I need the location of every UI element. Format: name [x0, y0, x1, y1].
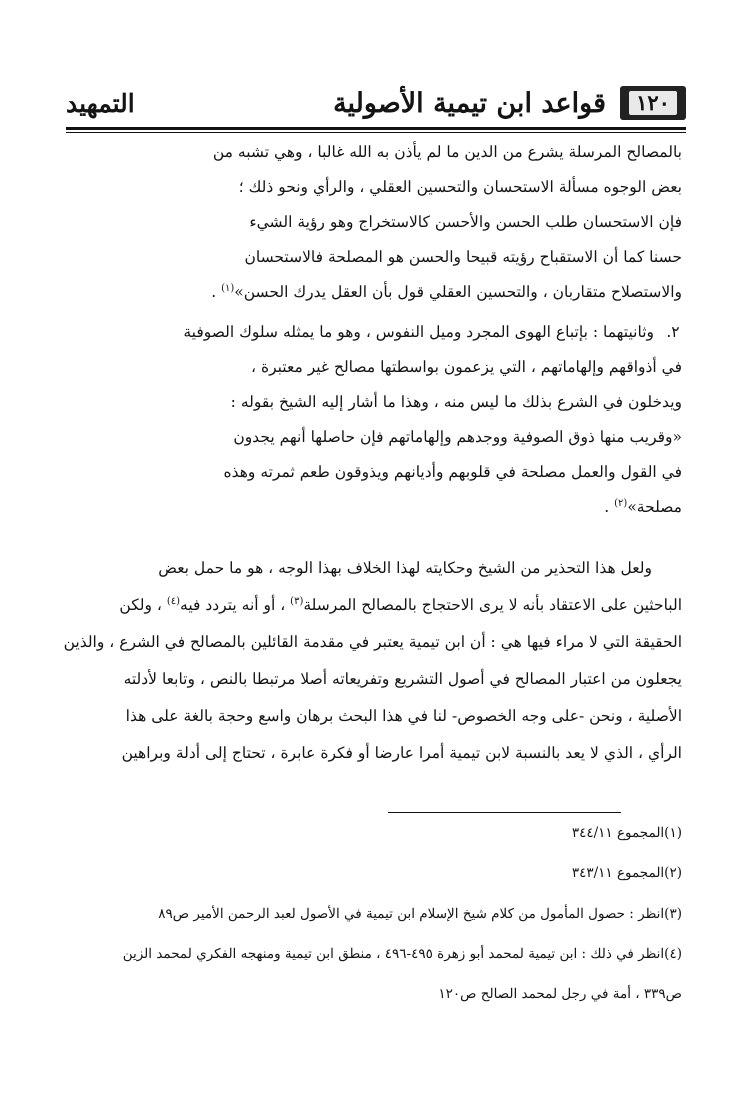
page-number-badge	[620, 86, 686, 120]
text-line: الحقيقة التي لا مراء فيها هي : أن ابن تيمية يعتبر في مقدمة القائلين بالمصالح في الشرع ، والذين	[63, 633, 682, 651]
list-item	[72, 323, 682, 341]
text-line: الباحثين على الاعتقاد بأنه لا يرى الاحتجاج بالمصالح المرسلة$^{(٣)}$ ، أو أنه يتردد فيه$^{(٤)}$ ، ولكن	[119, 596, 682, 615]
text-line: بالمصالح المرسلة يشرع من الدين ما لم يأذن به الله غالبا ، وهي تشبه من	[212, 143, 682, 161]
text-line: يجعلون من اعتبار المصالح في أصول التشريع وتفريعاته أصلا مرتبطا بالنص ، وتابعا لأدلته	[123, 670, 682, 688]
text-line: فإن الاستحسان طلب الحسن والأحسن كالاستخراج وهو رؤية الشيء	[249, 213, 682, 231]
list-number: ٢.	[666, 323, 680, 341]
footnote: (٣)انظر : حصول المأمول من كلام شيخ الإسلام ابن تيمية في الأصول لعبد الرحمن الأمير ص٨٩	[158, 906, 682, 922]
text-line: ولعل هذا التحذير من الشيخ وحكايته لهذا الخلاف بهذا الوجه ، هو ما حمل بعض	[158, 559, 652, 577]
text-line: مصلحة»$^{(٢)}$ .	[604, 498, 682, 517]
footnote: (٤)انظر في ذلك : ابن تيمية لمحمد أبو زهرة ٤٩٥-٤٩٦ ، منطق ابن تيمية ومنهجه الفكري لمحمد الزين	[122, 946, 682, 962]
header-rule	[66, 127, 686, 130]
book-title: قواعد ابن تيمية الأصولية	[333, 88, 606, 119]
line-end-period: .	[211, 283, 217, 302]
text-line: والاستصلاح متقاربان ، والتحسين العقلي قول بأن العقل يدرك الحسن»$^{(١)}$ .	[211, 283, 682, 302]
text-line: بعض الوجوه مسألة الاستحسان والتحسين العقلي ، والرأي ونحو ذلك ؛	[238, 178, 682, 196]
list-item-text: وثانيتهما : بإتباع الهوى المجرد وميل النفوس ، وهو ما يمثله سلوك الصوفية	[183, 323, 654, 341]
page-header	[66, 84, 686, 128]
text-line: الرأي ، الذي لا يعد بالنسبة لابن تيمية أمرا عارضا أو فكرة عابرة ، تحتاج إلى أدلة وبراهين	[121, 744, 682, 762]
footnote: (٢)المجموع ٣٤٣/١١	[571, 865, 682, 881]
text-line: «وقريب منها ذوق الصوفية ووجدهم وإلهاماتهم فإن حاصلها أنهم يجدون	[233, 428, 682, 446]
text-line: في القول والعمل مصلحة في قلوبهم وأديانهم ويذوقون طعم ثمرته وهذه	[223, 463, 682, 481]
footnote-separator	[388, 812, 621, 813]
footnote-marker: (١)	[221, 283, 235, 294]
text-line: في أذواقهم وإلهاماتهم ، التي يزعمون بواسطتها مصالح غير معتبرة ،	[251, 358, 682, 376]
footnote: (١)المجموع ٣٤٤/١١	[571, 825, 682, 841]
text-line: الأصلية ، ونحن -على وجه الخصوص- لنا في هذا البحث برهان واسع وحجة بالغة على هذا	[125, 707, 682, 725]
text-line: ويدخلون في الشرع بذلك ما ليس منه ، وهذا ما أشار إليه الشيخ بقوله :	[230, 393, 682, 411]
footnote-marker: (٣)	[290, 596, 304, 607]
footnote-marker: (٤)	[166, 596, 181, 607]
page-number: ١٢٠	[629, 91, 677, 115]
footnote-marker: (٢)	[614, 498, 628, 509]
footnote: ص٣٣٩ ، أمة في رجل لمحمد الصالح ص١٢٠	[438, 986, 682, 1002]
section-title: التمهيد	[66, 89, 135, 118]
header-rule-thin	[66, 132, 686, 133]
text-line: حسنا كما أن الاستقباح رؤيته قبيحا والحسن هو المصلحة فالاستحسان	[244, 248, 682, 266]
